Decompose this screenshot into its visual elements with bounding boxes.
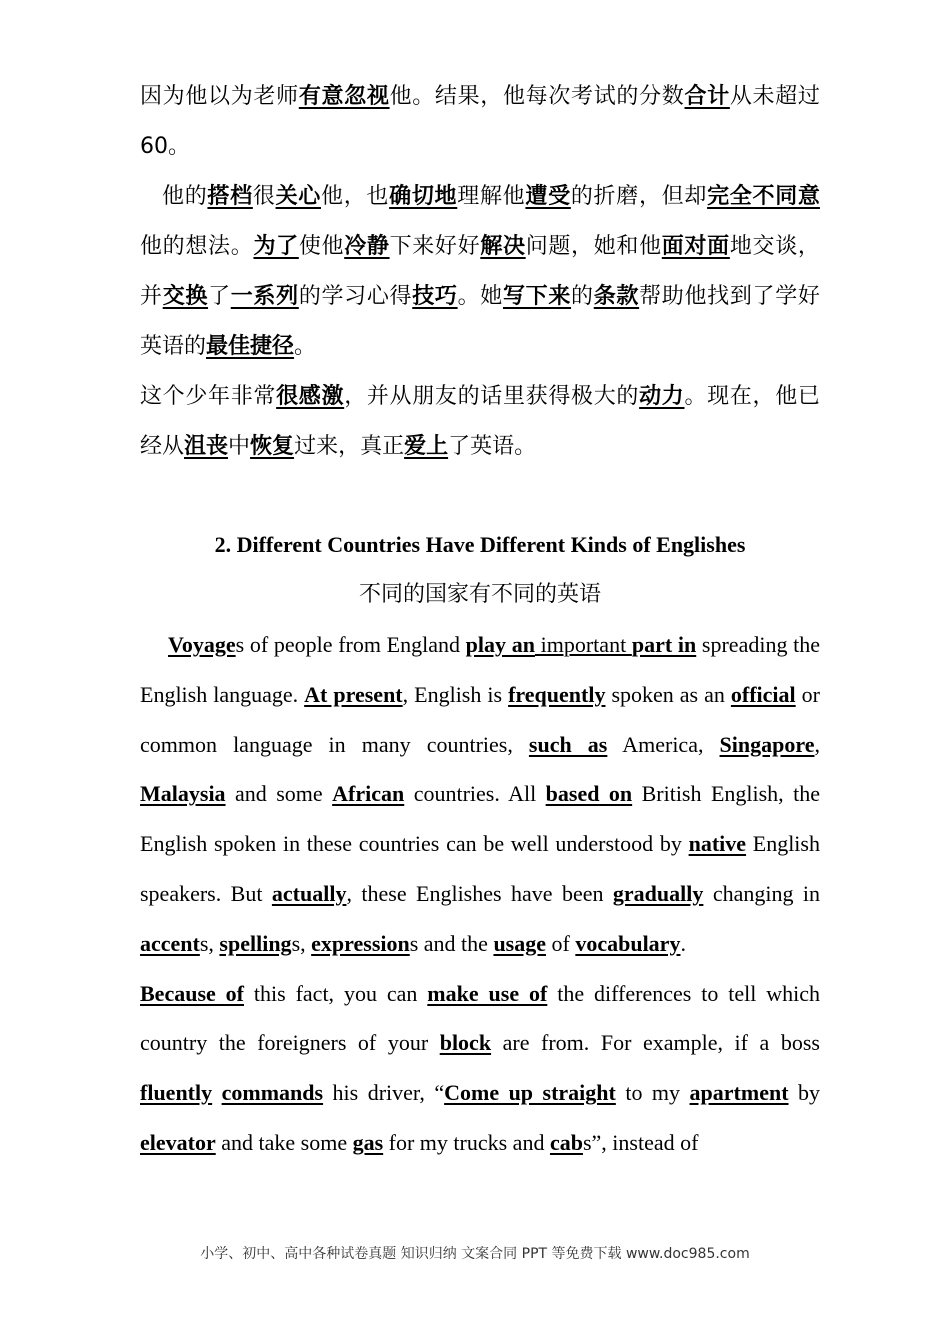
text-run: 帮助他找到了学好英语的 — [140, 284, 820, 359]
vocabulary-term: based on — [545, 781, 633, 807]
vocabulary-term: Malaysia — [140, 781, 226, 807]
vocabulary-term: spelling — [219, 930, 292, 956]
vocabulary-term: make use of — [427, 980, 548, 1006]
vocabulary-term: play an — [465, 632, 535, 657]
vocabulary-term: such as — [528, 731, 608, 757]
text-run: 使他 — [298, 234, 345, 259]
chinese-paragraph — [140, 372, 820, 472]
vocabulary-term: 关心 — [275, 184, 321, 209]
section-spacer — [140, 472, 820, 520]
text-run: 的学习心得 — [298, 284, 413, 309]
vocabulary-term: accent — [140, 930, 200, 956]
text-run: 他，也 — [320, 184, 390, 209]
text-run: the differences to tell which country the foreigners of your — [140, 980, 821, 1056]
document-page — [140, 72, 820, 1168]
text-run: 过来，真正 — [294, 434, 405, 459]
text-run: to my — [615, 1080, 690, 1106]
vocabulary-term: gas — [352, 1129, 384, 1155]
text-run: , English is — [402, 681, 509, 707]
vocabulary-term: official — [730, 681, 796, 707]
vocabulary-term: frequently — [508, 681, 606, 707]
vocabulary-term: usage — [493, 930, 546, 956]
vocabulary-term: elevator — [140, 1129, 216, 1155]
text-run: of — [546, 930, 576, 956]
text-run: this fact, you can — [244, 980, 428, 1006]
text-run: 的 — [571, 284, 594, 309]
text-run: and take some — [215, 1129, 353, 1155]
text-run: 因为他以为老师 — [140, 84, 299, 109]
text-run: 了 — [208, 284, 231, 309]
vocabulary-term: 技巧 — [412, 284, 458, 309]
vocabulary-term: 解决 — [480, 234, 526, 259]
text-run: 很 — [252, 184, 276, 209]
text-run: spreading the English language. — [140, 632, 821, 707]
vocabulary-term: actually — [271, 880, 347, 906]
vocabulary-term: part in — [631, 632, 697, 657]
text-run: British English, the English spoken in these countries can be well understood by — [140, 781, 821, 857]
section-title-chinese: 不同的国家有不同的英语 — [358, 582, 601, 607]
text-run: s and the — [409, 930, 494, 956]
vocabulary-term: 冷静 — [344, 234, 390, 259]
text-run: 中 — [228, 434, 251, 459]
vocabulary-term: Because of — [140, 980, 244, 1006]
footer-watermark: 小学、初中、高中各种试卷真题 知识归纳 文案合同 PPT 等免费下载 www.doc985.com — [200, 1246, 750, 1262]
vocabulary-term: 很感激 — [276, 384, 345, 409]
vocabulary-term: At present — [304, 681, 403, 707]
vocabulary-term: 最佳捷径 — [206, 334, 295, 359]
english-passage-body — [140, 620, 820, 1168]
vocabulary-term: Singapore — [719, 731, 815, 757]
vocabulary-term: 完全不同意 — [707, 184, 820, 209]
vocabulary-term: 遭受 — [525, 184, 571, 209]
text-run: 了英语。 — [448, 434, 537, 459]
chinese-paragraph — [140, 72, 820, 172]
text-run: or common language in many countries, — [140, 681, 821, 757]
vocabulary-term: African — [332, 781, 405, 807]
text-run: his driver, “ — [323, 1080, 445, 1106]
vocabulary-term: block — [439, 1030, 492, 1056]
vocabulary-term: 交换 — [162, 284, 209, 309]
text-run: s, — [199, 930, 220, 956]
english-paragraph — [140, 620, 820, 969]
vocabulary-term: 沮丧 — [184, 434, 229, 459]
vocabulary-term: expression — [311, 930, 410, 956]
text-run: , — [814, 731, 820, 757]
text-run: . — [680, 930, 686, 956]
chinese-translation-body — [140, 72, 820, 472]
text-run: 。现在，他已经从 — [140, 384, 820, 459]
vocabulary-term: vocabulary — [575, 930, 681, 956]
vocabulary-term: 有意忽视 — [298, 84, 390, 109]
text-run: English speakers. But — [140, 831, 820, 906]
text-run: 。 — [294, 334, 317, 359]
text-run: and some — [225, 781, 333, 807]
vocabulary-term: 确切地 — [389, 184, 458, 209]
chinese-paragraph — [140, 172, 820, 372]
text-run: America, — [607, 731, 720, 757]
text-run: 的折磨，但却 — [570, 184, 708, 209]
vocabulary-term: cab — [549, 1129, 583, 1155]
text-run: 从未超过 60。 — [140, 84, 820, 159]
text-run: ，并从朋友的话里获得极大的 — [344, 384, 640, 409]
text-run: changing in — [703, 880, 821, 906]
section-title-english: 2. Different Countries Have Different Kinds of Englishes — [214, 532, 746, 557]
english-paragraph — [140, 969, 820, 1168]
text-run — [212, 1080, 221, 1105]
text-run: 。她 — [457, 284, 503, 309]
vocabulary-term: Voyage — [168, 632, 236, 657]
text-run: spoken as an — [605, 681, 731, 707]
vocabulary-term: apartment — [689, 1080, 789, 1106]
text-run: 这个少年非常 — [140, 384, 277, 409]
text-run: for my trucks and — [383, 1129, 550, 1155]
text-run: , these Englishes have been — [346, 880, 613, 906]
text-run: by — [788, 1080, 821, 1106]
vocabulary-term: 一系列 — [230, 284, 299, 309]
text-run: are from. For example, if a boss — [491, 1030, 820, 1056]
vocabulary-term: gradually — [612, 880, 704, 906]
vocabulary-term: Come up straight — [444, 1080, 616, 1106]
vocabulary-term: native — [688, 831, 747, 857]
vocabulary-term: 写下来 — [502, 284, 572, 309]
vocabulary-term: 爱上 — [404, 434, 449, 459]
vocabulary-term: 面对面 — [661, 234, 730, 259]
text-run: countries. All — [404, 781, 546, 807]
text-run: 他的 — [162, 184, 208, 209]
text-run: 他。结果，他每次考试的分数 — [389, 84, 685, 109]
text-run: s”, instead of — [582, 1129, 699, 1155]
text-run: s, — [291, 930, 312, 956]
vocabulary-term: 为了 — [253, 234, 299, 259]
text-run: 问题，她和他 — [525, 234, 662, 259]
vocabulary-term: fluently — [140, 1080, 213, 1106]
text-run: 下来好好 — [389, 234, 481, 259]
vocabulary-term: commands — [221, 1080, 324, 1106]
text-run: 他的想法。 — [140, 234, 254, 259]
text-run: 地交谈，并 — [140, 234, 820, 309]
text-run: 理解他 — [457, 184, 526, 209]
text-run: important — [534, 632, 632, 657]
vocabulary-term: 动力 — [639, 384, 685, 409]
vocabulary-term: 搭档 — [207, 184, 253, 209]
vocabulary-term: 合计 — [684, 84, 730, 109]
vocabulary-term: 条款 — [593, 284, 640, 309]
vocabulary-term: 恢复 — [250, 434, 295, 459]
text-run: s of people from England — [235, 632, 466, 657]
